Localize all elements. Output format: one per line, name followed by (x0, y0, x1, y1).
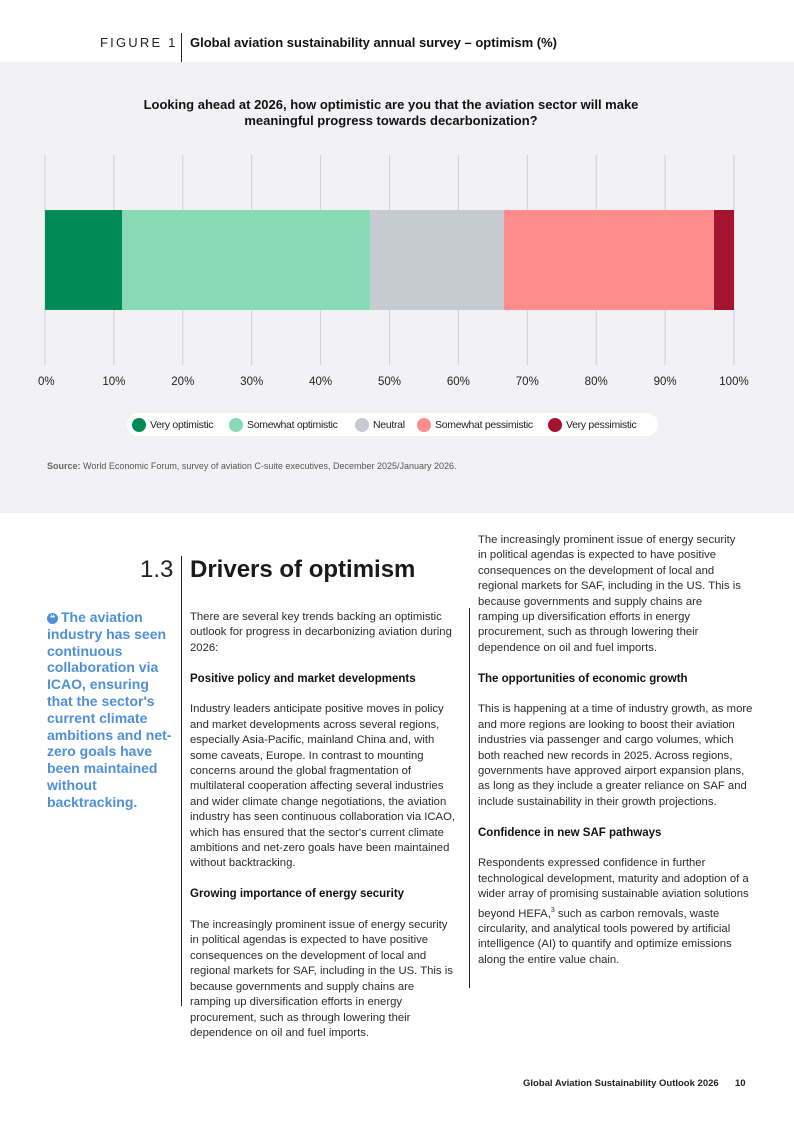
figure-title: Global aviation sustainability annual survey – optimism (%) (190, 35, 557, 50)
chart-legend (127, 413, 658, 436)
stacked-bar-chart (0, 0, 794, 513)
legend-item-very-optimistic (132, 417, 213, 432)
bar-segment-somewhat-pessimistic (504, 210, 714, 310)
paragraph-saf-text-b: such as carbon removals, waste circularity, and analytical tools powered by artificial intelligence (AI) to quantify and optimize emissions along the entire value chain. (478, 907, 732, 966)
text-column-left (190, 610, 458, 1039)
source-note (47, 461, 457, 471)
x-tick-label: 20% (171, 376, 195, 388)
column-divider (469, 608, 470, 988)
legend-label: Very pessimistic (566, 418, 637, 431)
legend-swatch-very-optimistic (132, 418, 146, 432)
x-tick-label: 30% (240, 376, 264, 388)
x-tick-label: 60% (446, 376, 470, 388)
legend-label: Somewhat optimistic (247, 418, 338, 431)
legend-swatch-somewhat-pessimistic (417, 418, 431, 432)
pull-quote (47, 609, 175, 811)
legend-swatch-neutral (355, 418, 369, 432)
legend-label: Somewhat pessimistic (435, 418, 533, 431)
paragraph-saf-text-a: Respondents expressed confidence in further technological development, maturity and adoption of a wider array of promising sustainable aviation solutions beyond HEFA, (478, 857, 749, 920)
x-tick-label: 80% (584, 376, 608, 388)
bar-segment-very-pessimistic (714, 210, 734, 310)
intro-paragraph: There are several key trends backing an optimistic outlook for progress in decarbonizing aviation during 2026: (190, 611, 452, 654)
figure-label: FIGURE 1 (100, 35, 178, 50)
source-label: Source: (47, 461, 81, 471)
legend-swatch-very-pessimistic (548, 418, 562, 432)
x-tick-label: 70% (515, 376, 539, 388)
bar-segment-neutral (370, 210, 504, 310)
section-number: 1.3 (140, 556, 174, 583)
page-number: 10 (735, 1078, 746, 1089)
paragraph-economic-growth: This is happening at a time of industry growth, as more and more regions are looking to boost their aviation industries via passenger and cargo volumes, which both reached new records in 2025. Across regions, governments have approved airport expansion plans, as long as they include a greater reliance on SAF and include sustainability in their growth projections. (478, 703, 753, 808)
legend-item-somewhat-pessimistic (417, 417, 533, 432)
legend-label: Neutral (373, 418, 405, 431)
paragraph-saf-pathways (478, 856, 753, 968)
section-title: Drivers of optimism (190, 556, 416, 583)
text-column-right (478, 534, 753, 968)
x-tick-label: 100% (719, 376, 749, 388)
paragraph-policy: Industry leaders anticipate positive moves in policy and market developments across several regions, especially Asia-Pacific, mainland China and, with some caveats, Europe. In contrast to mounting concerns around the global fragmentation of multilateral cooperation affecting several industries and wider climate change negotiations, the aviation industry has seen continuous collaboration via ICAO, which has ensured that the sector's current climate ambitions and net-zero goals have been maintained without backtracking. (190, 703, 455, 870)
subheading-policy: Positive policy and market developments (190, 672, 416, 685)
subheading-saf-pathways: Confidence in new SAF pathways (478, 826, 662, 839)
legend-label: Very optimistic (150, 418, 214, 431)
pull-quote-text: The aviation industry has seen continuous collaboration via ICAO, ensuring that the sector's current climate ambitions and net-zero goals have been maintained without backtracking. (47, 609, 172, 810)
source-text: World Economic Forum, survey of aviation C-suite executives, December 2025/January 2026. (83, 461, 457, 471)
x-tick-label: 0% (38, 376, 55, 388)
legend-item-neutral (355, 417, 405, 432)
x-tick-label: 10% (102, 376, 126, 388)
paragraph-energy-security-overflow: The increasingly prominent issue of energy security in political agendas is expected to have positive consequences on the development of local and regional markets for SAF, including in the US. This is because governments and supply chains are ramping up diversification efforts in energy procurement, such as through lowering their dependence on oil and fuel imports. (478, 534, 741, 654)
paragraph-energy-security-continued (478, 534, 753, 656)
chart-title: Looking ahead at 2026, how optimistic are you that the aviation sector will make meaningful progress towards decarbonization? (143, 97, 639, 128)
x-tick-label: 50% (377, 376, 402, 388)
footer-title: Global Aviation Sustainability Outlook 2026 (523, 1078, 719, 1089)
legend-item-very-pessimistic (548, 417, 636, 432)
subheading-economic-growth: The opportunities of economic growth (478, 672, 688, 685)
legend-item-somewhat-optimistic (229, 417, 338, 432)
x-tick-label: 40% (309, 376, 333, 388)
x-tick-label: 90% (653, 376, 677, 388)
bar-segment-very-optimistic (45, 210, 122, 310)
footnote-ref[interactable]: 3 (550, 906, 555, 914)
legend-swatch-somewhat-optimistic (229, 418, 243, 432)
paragraph-energy-security: The increasingly prominent issue of energy security in political agendas is expected to have positive consequences on the development of local and regional markets for SAF, including in the US. This is because governments and supply chains are ramping up diversification efforts in energy procurement, such as through lowering their dependence on oil and fuel imports. (190, 919, 453, 1039)
section-divider (181, 556, 182, 1006)
subheading-energy-security: Growing importance of energy security (190, 888, 405, 901)
quote-icon: ❝ (47, 613, 58, 624)
bar-segment-somewhat-optimistic (122, 210, 370, 310)
